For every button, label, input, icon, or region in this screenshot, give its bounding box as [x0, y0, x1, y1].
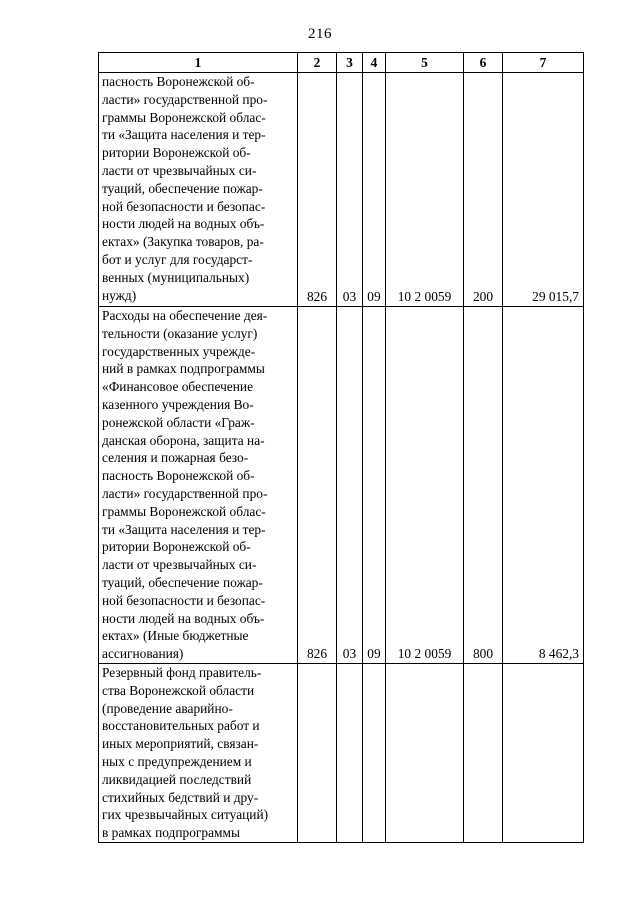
- description-line: туаций, обеспечение пожар-: [102, 180, 263, 196]
- description-line: селения и пожарная безо-: [102, 450, 249, 466]
- description-line: бот и услуг для государст-: [102, 251, 253, 267]
- description-line: ной безопасности и безопас-: [102, 198, 266, 214]
- cell-amount: 8 462,3: [503, 307, 584, 664]
- cell-subsection: 09: [363, 73, 386, 307]
- row-description: [99, 663, 298, 842]
- description-line: ности людей на водных объ-: [102, 216, 265, 232]
- description-line: ритории Воронежской об-: [102, 539, 251, 555]
- description-line: ной безопасности и безопас-: [102, 592, 266, 608]
- description-line: нужд): [102, 287, 137, 303]
- description-line: Резервный фонд правитель-: [102, 664, 262, 680]
- description-line: ти «Защита населения и тер-: [102, 127, 266, 143]
- description-line: ласти» государственной про-: [102, 485, 268, 501]
- description-line: (проведение аварийно-: [102, 700, 233, 716]
- description-line: иных мероприятий, связан-: [102, 736, 259, 752]
- description-line: ных с предупреждением и: [102, 753, 252, 769]
- page-number: 216: [308, 26, 332, 42]
- description-line: венных (муниципальных): [102, 269, 250, 285]
- col-header-5: 5: [386, 53, 464, 73]
- description-line: казенного учреждения Во-: [102, 396, 254, 412]
- description-line: ектах» (Иные бюджетные: [102, 628, 249, 644]
- cell-expense-type: 800: [464, 307, 503, 664]
- description-line: Расходы на обеспечение дея-: [102, 308, 268, 323]
- description-line: ронежской области «Граж-: [102, 414, 255, 430]
- table-row: [99, 307, 584, 664]
- description-line: ассигнования): [102, 646, 184, 662]
- description-line: ласти» государственной про-: [102, 91, 268, 107]
- cell-subsection: 09: [363, 307, 386, 664]
- cell-target-article: 10 2 0059: [386, 73, 464, 307]
- description-line: туаций, обеспечение пожар-: [102, 574, 263, 590]
- description-line: государственных учрежде-: [102, 343, 256, 359]
- description-line: пасность Воронежской об-: [102, 74, 255, 89]
- description-line: восстановительных работ и: [102, 718, 260, 734]
- row-description: [99, 73, 298, 307]
- description-line: гих чрезвычайных ситуаций): [102, 807, 269, 823]
- description-line: ласти от чрезвычайных си-: [102, 162, 257, 178]
- description-line: данская оборона, защита на-: [102, 432, 265, 448]
- description-line: ний в рамках подпрограммы: [102, 361, 265, 377]
- cell-target-article: 10 2 0059: [386, 307, 464, 664]
- table-row: [99, 73, 584, 307]
- col-header-2: 2: [298, 53, 337, 73]
- description-line: ности людей на водных объ-: [102, 610, 265, 626]
- col-header-1: 1: [99, 53, 298, 73]
- cell-ministry-code: [298, 663, 337, 842]
- row-description: [99, 307, 298, 664]
- col-header-6: 6: [464, 53, 503, 73]
- col-header-4: 4: [363, 53, 386, 73]
- description-line: стихийных бедствий и дру-: [102, 789, 259, 805]
- cell-ministry-code: 826: [298, 307, 337, 664]
- cell-section: 03: [337, 73, 363, 307]
- cell-subsection: [363, 663, 386, 842]
- description-line: ектах» (Закупка товаров, ра-: [102, 234, 264, 250]
- description-line: ласти от чрезвычайных си-: [102, 557, 257, 573]
- cell-target-article: [386, 663, 464, 842]
- cell-amount: 29 015,7: [503, 73, 584, 307]
- description-line: граммы Воронежской облас-: [102, 503, 266, 519]
- col-header-3: 3: [337, 53, 363, 73]
- description-line: в рамках подпрограммы: [102, 825, 240, 841]
- cell-amount: [503, 663, 584, 842]
- description-line: ти «Защита населения и тер-: [102, 521, 266, 537]
- cell-ministry-code: 826: [298, 73, 337, 307]
- budget-table: [98, 52, 584, 843]
- description-line: граммы Воронежской облас-: [102, 109, 266, 125]
- description-line: «Финансовое обеспечение: [102, 379, 254, 395]
- description-line: ритории Воронежской об-: [102, 145, 251, 161]
- col-header-7: 7: [503, 53, 584, 73]
- cell-section: 03: [337, 307, 363, 664]
- cell-expense-type: [464, 663, 503, 842]
- description-line: ликвидацией последствий: [102, 771, 252, 787]
- description-line: тельности (оказание услуг): [102, 325, 258, 341]
- cell-expense-type: 200: [464, 73, 503, 307]
- table-header-row: [99, 53, 584, 73]
- cell-section: [337, 663, 363, 842]
- description-line: пасность Воронежской об-: [102, 468, 255, 484]
- table-row: [99, 663, 584, 842]
- description-line: ства Воронежской области: [102, 682, 255, 698]
